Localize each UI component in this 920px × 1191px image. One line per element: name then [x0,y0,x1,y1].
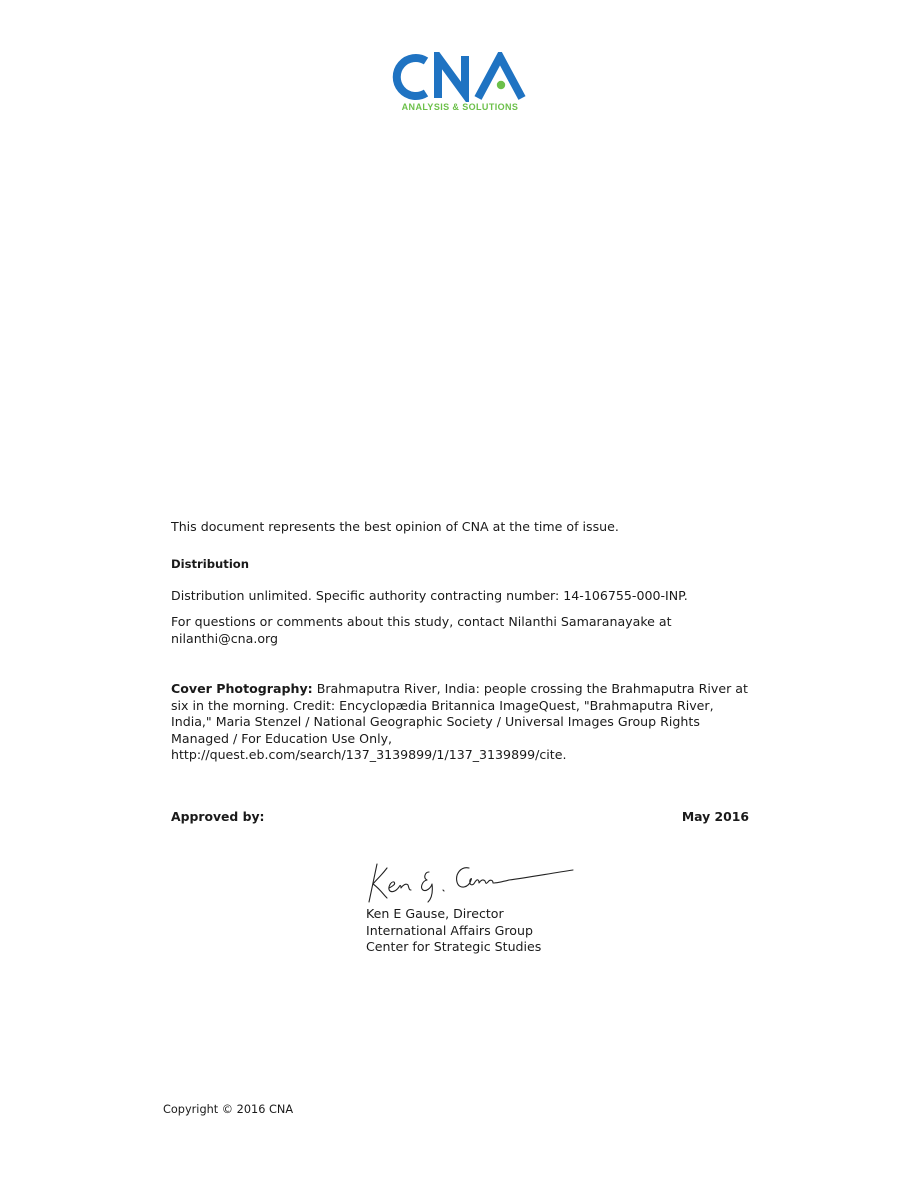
signature-image [365,858,580,906]
cna-logo [390,52,530,118]
signer-block [366,906,541,956]
signer-name: Ken E Gause, Director [366,906,504,921]
copyright-notice: Copyright © 2016 CNA [163,1103,294,1116]
signer-group: International Affairs Group [366,922,533,938]
cover-label: Cover Photography: [171,681,313,696]
logo-tagline: ANALYSIS & SOLUTIONS [401,102,519,112]
approval-row [171,809,749,824]
cover-url: http://quest.eb.com/search/137_3139899/1/137_3139899/cite. [171,747,567,762]
approved-by-label: Approved by: [171,809,265,824]
cover-photography [171,681,751,764]
opinion-statement: This document represents the best opinion of CNA at the time of issue. [171,519,619,534]
distribution-heading: Distribution [171,557,250,571]
cover-credit: Brahmaputra River, India: people crossing the Brahmaputra River at six in the morning. Credit: Encyclopædia Britannica ImageQuest, "Brahmaputra River, India," Maria Stenzel / National Geographic Society / Universal Images Group Rights Managed / For Education Use Only, [171,681,748,746]
contact-text: For questions or comments about this study, contact Nilanthi Samaranayake at nilanthi@cna.org [171,614,672,646]
signer-center: Center for Strategic Studies [366,939,542,955]
cna-logo-mark [390,52,530,102]
approval-date: May 2016 [681,809,749,824]
distribution-text: Distribution unlimited. Specific authority contracting number: 14-106755-000-INP. [171,588,688,603]
